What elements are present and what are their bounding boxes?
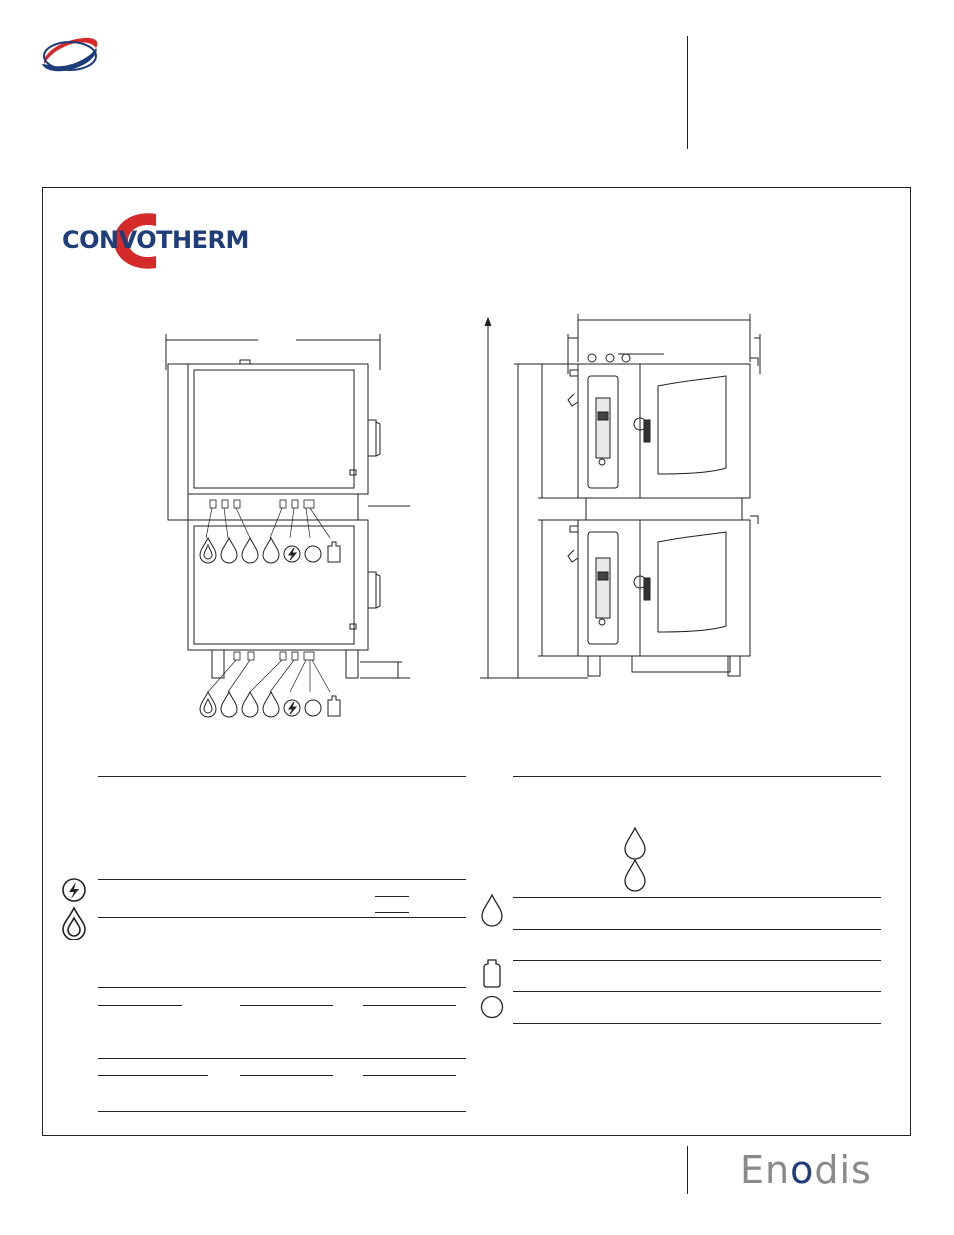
enodis-swoosh-logo-icon (40, 34, 102, 76)
enodis-logo-o: o (790, 1148, 815, 1192)
enodis-logo (740, 1148, 872, 1192)
table-rule (513, 776, 881, 777)
table-rule (240, 1075, 333, 1076)
water-drop-icon (200, 538, 216, 563)
table-rule (240, 1005, 333, 1006)
table-rule (513, 897, 881, 898)
table-rule (98, 879, 466, 880)
upper-connection-icons (198, 536, 346, 564)
gas-flame-icon (61, 906, 87, 940)
table-rule (375, 896, 409, 897)
electric-icon (61, 877, 87, 903)
side-view-drawing (160, 330, 410, 720)
convotherm-logo: CONVOTHERM (62, 226, 249, 254)
table-rule (98, 776, 466, 777)
table-rule (513, 1023, 881, 1024)
table-rule (98, 1058, 466, 1059)
circle-icon (480, 995, 504, 1019)
table-rule (98, 987, 466, 988)
footer-divider (687, 1146, 688, 1194)
table-rule (98, 1111, 466, 1112)
enodis-logo-left: En (740, 1148, 791, 1192)
bottle-icon (480, 957, 504, 989)
double-water-drop-icon (622, 826, 648, 894)
front-view-drawing (478, 314, 768, 686)
lower-connection-icons (198, 690, 346, 718)
table-rule (98, 1075, 208, 1076)
header-divider (687, 36, 688, 149)
table-rule (513, 929, 881, 930)
table-rule (363, 1075, 456, 1076)
table-rule (98, 1005, 182, 1006)
table-rule (363, 1005, 456, 1006)
table-rule (513, 991, 881, 992)
enodis-logo-right: dis (814, 1148, 872, 1192)
table-rule (375, 912, 409, 913)
water-drop-icon (480, 893, 504, 927)
table-rule (98, 917, 466, 918)
table-rule (513, 960, 881, 961)
